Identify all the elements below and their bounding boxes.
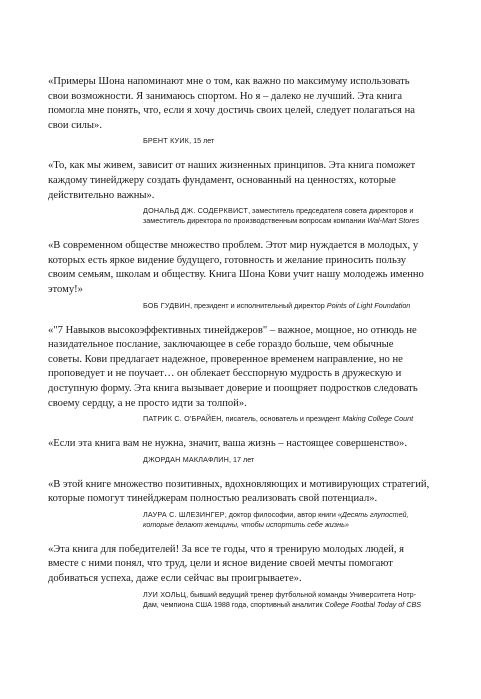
author-name: ДЖОРДАН МАКЛАФЛИН	[143, 454, 230, 464]
author-name: ДОНАЛЬД ДЖ. СОДЕРКВИСТ	[143, 206, 249, 216]
quote-attribution	[48, 136, 430, 146]
author-organization: College Footbal Today of CBS	[324, 599, 422, 609]
quote-attribution	[48, 206, 430, 226]
quote-text: «В этой книге множество позитивных, вдохновляющих и мотивирующих стратегий, которые помогут тинейджерам полностью реализовать свой потенциал».	[48, 478, 430, 505]
testimonial	[48, 75, 430, 146]
author-organization: «Десять глупостей, которые делают женщины, чтобы испортить себе жизнь»	[143, 509, 409, 529]
author-organization: Points of Light Foundation	[326, 300, 411, 310]
author-organization: Wal-Mart Stores	[367, 216, 420, 226]
author-role: , бывший ведущий тренер футбольной команды Университета Нотр-Дам, чемпиона США 1988 года, спортивный аналитик	[143, 589, 417, 609]
quote-attribution	[48, 301, 430, 311]
author-role: , заместитель председателя совета директоров и заместитель директора по производственным вопросам компании	[143, 206, 414, 226]
testimonial	[48, 478, 430, 530]
author-role: , доктор философии, автор книги	[224, 509, 338, 519]
testimonial	[48, 239, 430, 310]
author-name: ЛАУРА С. ШЛЕЗИНГЕР	[143, 509, 225, 519]
quote-attribution	[48, 455, 430, 465]
testimonial	[48, 437, 430, 465]
author-name: БОБ ГУДВИН	[143, 300, 191, 310]
quote-text: «То, как мы живем, зависит от наших жизненных принципов. Эта книга поможет каждому тинейджеру создать фундамент, основанный на ценностях, которые действительно важны».	[48, 160, 416, 201]
author-role: , 15 лет	[189, 136, 215, 146]
author-role: , 17 лет	[229, 454, 255, 464]
author-name: ПАТРИК С. О'БРАЙЕН	[143, 414, 222, 424]
quote-text: «Эта книга для победителей! За все те годы, что я тренирую молодых людей, я вместе с ними понял, что труд, цели и ясное видение своей мечты помогают добиваться успеха, даже если сейчас вы проигрываете».	[48, 543, 405, 585]
testimonials-list	[48, 75, 430, 623]
author-organization: Making College Count	[342, 414, 414, 424]
quote-text: «Примеры Шона напоминают мне о том, как важно по максимуму использовать свои возможности. Я занимаюсь спортом. Но я – далеко не лучший. Эта книга помогла мне понять, что, если я хочу достичь своих целей, следует полагаться на свои силы».	[48, 76, 415, 131]
author-name: ЛУИ ХОЛЬЦ	[143, 589, 187, 599]
testimonial	[48, 159, 430, 226]
quote-attribution	[48, 510, 430, 530]
quote-text: «Если эта книга вам не нужна, значит, ваша жизнь – настоящее совершенство».	[48, 438, 407, 450]
testimonial	[48, 543, 430, 610]
quote-attribution	[48, 414, 430, 424]
quote-attribution	[48, 590, 430, 610]
quote-text: «В современном обществе множество проблем. Этот мир нуждается в молодых, у которых есть яркое видение будущего, готовность и желание приносить пользу своим семьям, школам и обществу. Книга Шона Кови учит нашу молодежь именно этому!»	[48, 240, 424, 295]
quote-text: «"7 Навыков высокоэффективных тинейджеров" – важное, мощное, но отнюдь не назидательное послание, заключающее в себе гораздо больше, чем обычные советы. Кови предлагает надежное, проверенное временем направление, но не проповедует и не поучает… он облекает бесспорную мудрость в дружескую и доступную форму. Эта книга вызывает доверие и поощряет подростков следовать своему сердцу, а не просто идти за толпой».	[48, 324, 418, 409]
author-role: , президент и исполнительный директор	[190, 300, 327, 310]
author-role: , писатель, основатель и президент	[221, 414, 343, 424]
testimonial	[48, 324, 430, 425]
author-name: БРЕНТ КУИК	[143, 136, 190, 146]
